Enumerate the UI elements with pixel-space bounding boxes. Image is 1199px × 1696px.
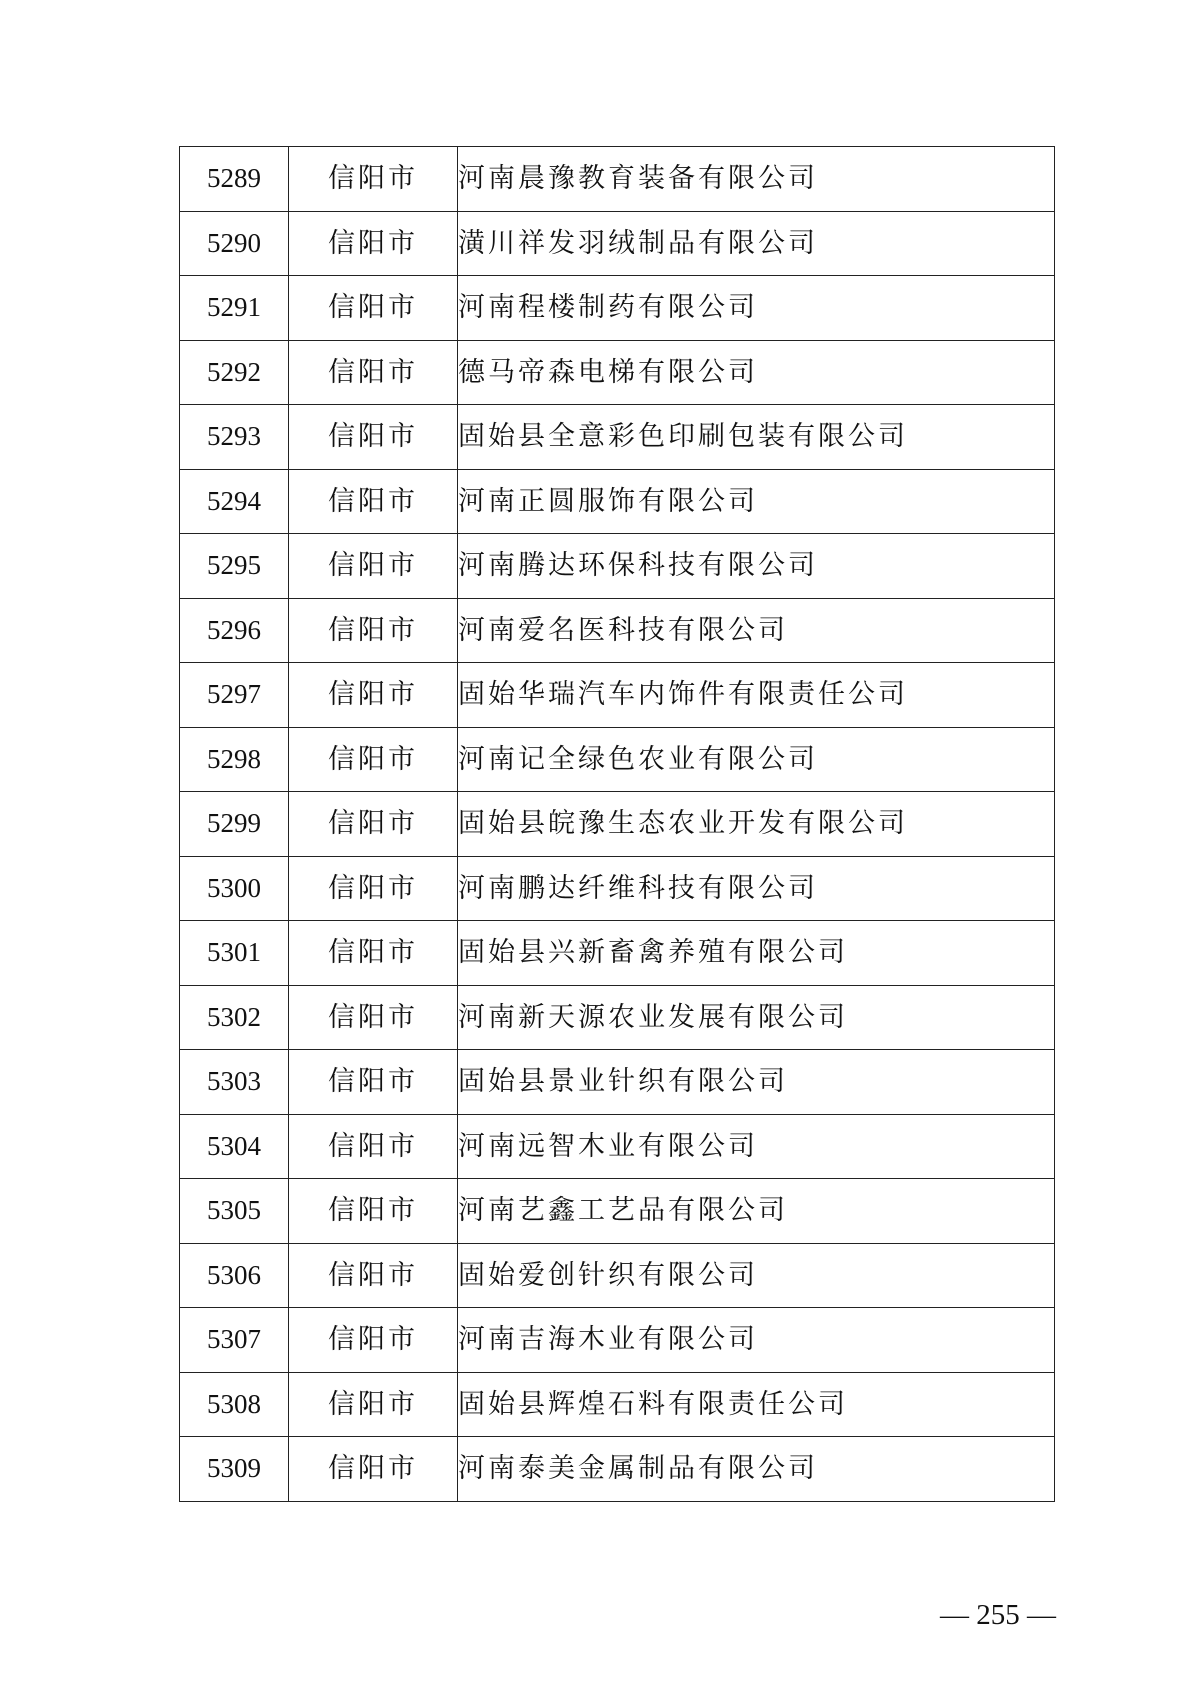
row-number: 5299: [180, 792, 289, 857]
row-city: 信阳市: [289, 1114, 458, 1179]
row-company-name: 固始华瑞汽车内饰件有限责任公司: [458, 663, 1055, 728]
table-row: [180, 1437, 1055, 1502]
row-company-name: 固始县皖豫生态农业开发有限公司: [458, 792, 1055, 857]
row-number: 5303: [180, 1050, 289, 1115]
row-company-name: 河南远智木业有限公司: [458, 1114, 1055, 1179]
table-row: [180, 792, 1055, 857]
row-city: 信阳市: [289, 1372, 458, 1437]
row-number: 5307: [180, 1308, 289, 1373]
row-company-name: 河南晨豫教育装备有限公司: [458, 147, 1055, 212]
row-city: 信阳市: [289, 856, 458, 921]
row-city: 信阳市: [289, 921, 458, 986]
table-row: [180, 856, 1055, 921]
table-row: [180, 276, 1055, 341]
row-company-name: 固始爱创针织有限公司: [458, 1243, 1055, 1308]
row-company-name: 德马帝森电梯有限公司: [458, 340, 1055, 405]
row-city: 信阳市: [289, 211, 458, 276]
row-city: 信阳市: [289, 405, 458, 470]
row-number: 5293: [180, 405, 289, 470]
row-company-name: 河南爱名医科技有限公司: [458, 598, 1055, 663]
row-city: 信阳市: [289, 276, 458, 341]
row-city: 信阳市: [289, 1308, 458, 1373]
row-number: 5300: [180, 856, 289, 921]
row-city: 信阳市: [289, 985, 458, 1050]
row-city: 信阳市: [289, 663, 458, 728]
row-city: 信阳市: [289, 792, 458, 857]
table-row: [180, 921, 1055, 986]
table-row: [180, 598, 1055, 663]
row-company-name: 河南鹏达纤维科技有限公司: [458, 856, 1055, 921]
row-company-name: 河南程楼制药有限公司: [458, 276, 1055, 341]
company-list-table: [179, 146, 1055, 1502]
row-company-name: 河南艺鑫工艺品有限公司: [458, 1179, 1055, 1244]
row-number: 5297: [180, 663, 289, 728]
row-number: 5291: [180, 276, 289, 341]
row-number: 5309: [180, 1437, 289, 1502]
row-number: 5304: [180, 1114, 289, 1179]
row-number: 5298: [180, 727, 289, 792]
row-number: 5289: [180, 147, 289, 212]
row-city: 信阳市: [289, 534, 458, 599]
table-row: [180, 1308, 1055, 1373]
row-city: 信阳市: [289, 1179, 458, 1244]
table-row: [180, 1050, 1055, 1115]
row-company-name: 潢川祥发羽绒制品有限公司: [458, 211, 1055, 276]
table-row: [180, 985, 1055, 1050]
table-row: [180, 1243, 1055, 1308]
table-row: [180, 1179, 1055, 1244]
row-number: 5292: [180, 340, 289, 405]
row-city: 信阳市: [289, 1050, 458, 1115]
row-company-name: 固始县全意彩色印刷包装有限公司: [458, 405, 1055, 470]
row-number: 5294: [180, 469, 289, 534]
table-row: [180, 1372, 1055, 1437]
table-row: [180, 340, 1055, 405]
page-number: — 255 —: [940, 1599, 1056, 1631]
row-company-name: 河南泰美金属制品有限公司: [458, 1437, 1055, 1502]
row-city: 信阳市: [289, 469, 458, 534]
row-number: 5306: [180, 1243, 289, 1308]
table-row: [180, 1114, 1055, 1179]
row-company-name: 固始县兴新畜禽养殖有限公司: [458, 921, 1055, 986]
row-company-name: 固始县辉煌石料有限责任公司: [458, 1372, 1055, 1437]
row-city: 信阳市: [289, 727, 458, 792]
row-city: 信阳市: [289, 147, 458, 212]
table-row: [180, 727, 1055, 792]
row-company-name: 河南吉海木业有限公司: [458, 1308, 1055, 1373]
table-row: [180, 534, 1055, 599]
row-company-name: 固始县景业针织有限公司: [458, 1050, 1055, 1115]
table-body: [180, 147, 1055, 1502]
row-number: 5295: [180, 534, 289, 599]
table-row: [180, 147, 1055, 212]
row-number: 5301: [180, 921, 289, 986]
table-row: [180, 469, 1055, 534]
row-number: 5308: [180, 1372, 289, 1437]
row-company-name: 河南正圆服饰有限公司: [458, 469, 1055, 534]
row-city: 信阳市: [289, 1243, 458, 1308]
row-number: 5302: [180, 985, 289, 1050]
table-row: [180, 405, 1055, 470]
table-row: [180, 663, 1055, 728]
row-number: 5296: [180, 598, 289, 663]
row-company-name: 河南新天源农业发展有限公司: [458, 985, 1055, 1050]
row-company-name: 河南腾达环保科技有限公司: [458, 534, 1055, 599]
row-city: 信阳市: [289, 598, 458, 663]
row-number: 5290: [180, 211, 289, 276]
table-row: [180, 211, 1055, 276]
row-company-name: 河南记全绿色农业有限公司: [458, 727, 1055, 792]
row-number: 5305: [180, 1179, 289, 1244]
row-city: 信阳市: [289, 340, 458, 405]
row-city: 信阳市: [289, 1437, 458, 1502]
